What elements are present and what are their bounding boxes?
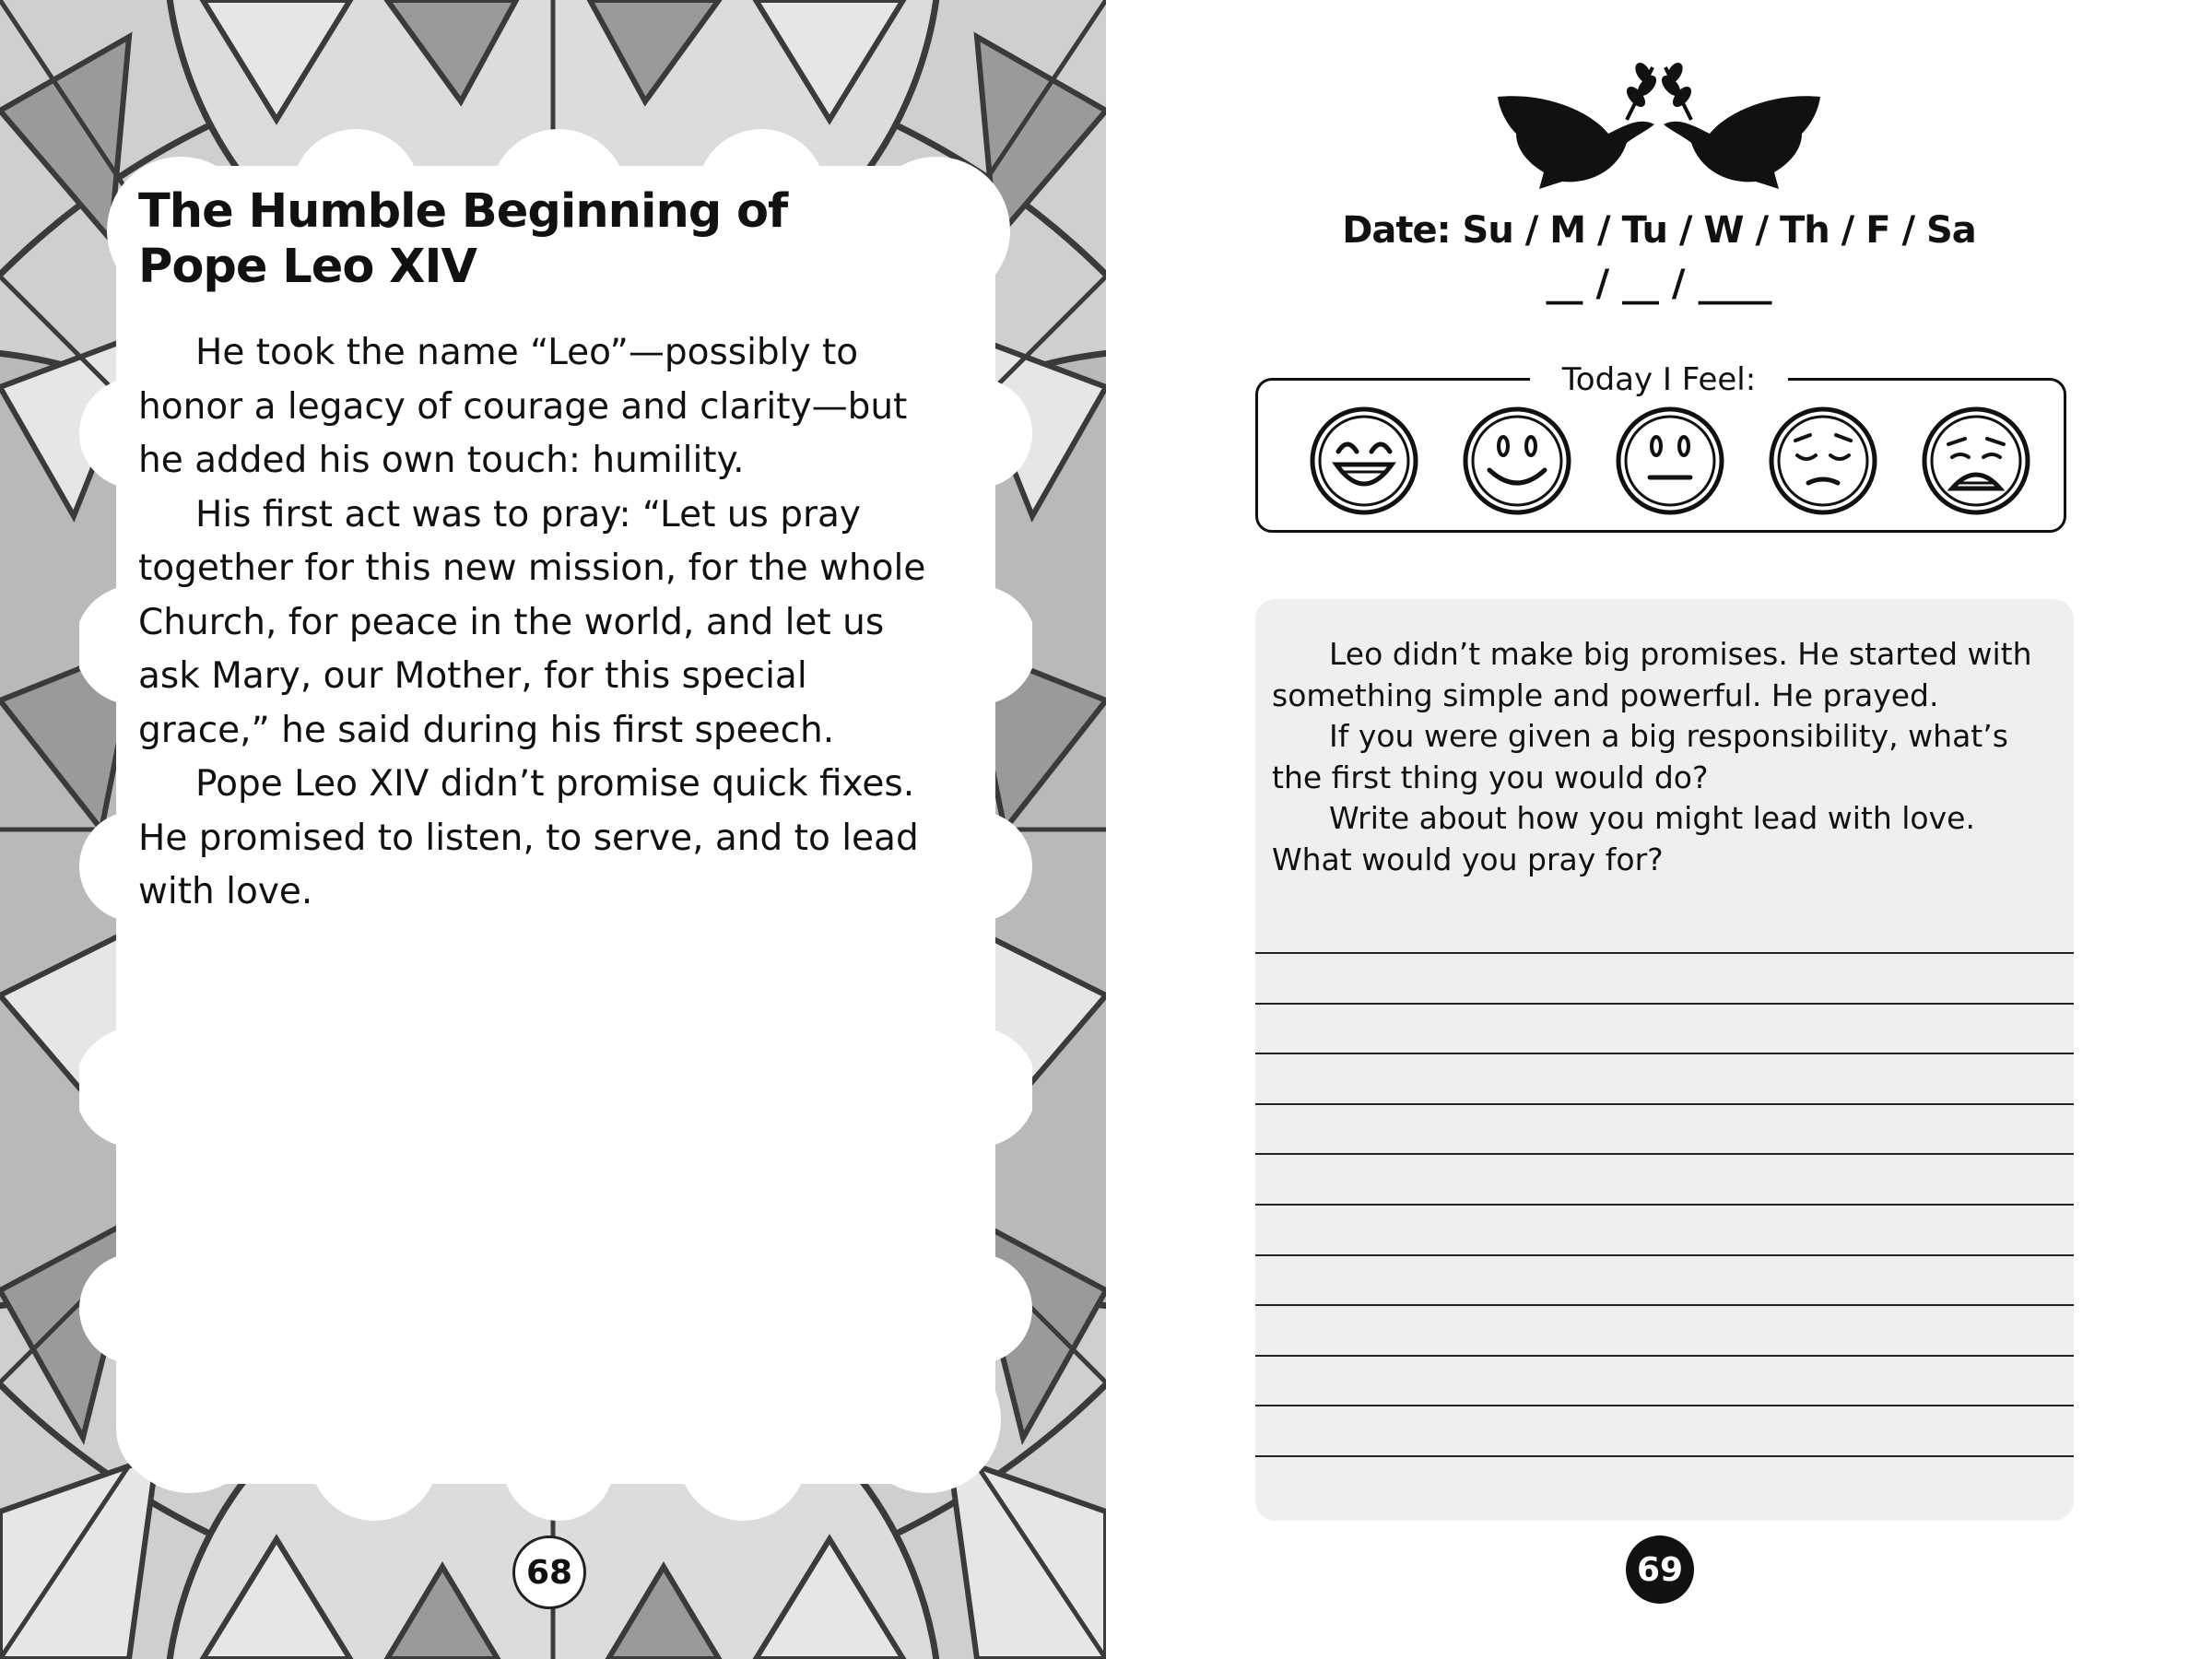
writing-line[interactable] [1255, 1355, 2074, 1357]
prompt-paragraph: Leo didn’t make big promises. He started with something simple and powerful. He prayed. [1272, 636, 2032, 713]
writing-line[interactable] [1255, 1405, 2074, 1406]
writing-line[interactable] [1255, 1254, 2074, 1256]
story-paragraph: His first act was to pray: “Let us pray together for this new mission, for the whole Church, for peace in the world, and let us ask Mary, our Mother, for this special grace,” he said during his first speech. [138, 493, 926, 751]
story-paragraph: He took the name “Leo”—possibly to honor a legacy of courage and clarity—but he added his own touch: humility. [138, 332, 908, 481]
writing-line[interactable] [1255, 1304, 2074, 1306]
mood-faces [1255, 396, 2066, 525]
writing-line[interactable] [1255, 1455, 2074, 1457]
writing-line[interactable] [1255, 1003, 2074, 1005]
page-number-right: 69 [1626, 1535, 1694, 1604]
writing-line[interactable] [1255, 952, 2074, 954]
smiling-face-icon[interactable] [1460, 404, 1574, 518]
date-blanks: __ / __ / ____ [1546, 263, 1772, 305]
writing-line[interactable] [1255, 1153, 2074, 1155]
writing-line[interactable] [1255, 1103, 2074, 1105]
pensive-face-icon[interactable] [1766, 404, 1880, 518]
prompt-paragraph: Write about how you might lead with love. What would you pray for? [1272, 800, 1975, 877]
writing-line[interactable] [1255, 1204, 2074, 1206]
grinning-face-icon[interactable] [1307, 404, 1421, 518]
page-number-left: 68 [512, 1535, 586, 1609]
story-paragraph: Pope Leo XIV didn’t promise quick fixes. He promised to listen, to serve, and to lead with love. [138, 763, 919, 912]
story-body [138, 326, 949, 920]
story-title: The Humble Beginning of Pope Leo XIV [138, 184, 788, 294]
neutral-face-icon[interactable] [1613, 404, 1727, 518]
writing-line[interactable] [1255, 1053, 2074, 1054]
today-i-feel-label: Today I Feel: [1530, 361, 1788, 398]
doves-with-olive-branches-icon [1488, 60, 1830, 198]
journal-prompt-text [1272, 634, 2055, 880]
prompt-paragraph: If you were given a big responsibility, what’s the first thing you would do? [1272, 718, 2008, 795]
sad-face-icon[interactable] [1919, 404, 2033, 518]
date-weekday-line: Date: Su / M / Tu / W / Th / F / Sa [1342, 209, 1976, 252]
